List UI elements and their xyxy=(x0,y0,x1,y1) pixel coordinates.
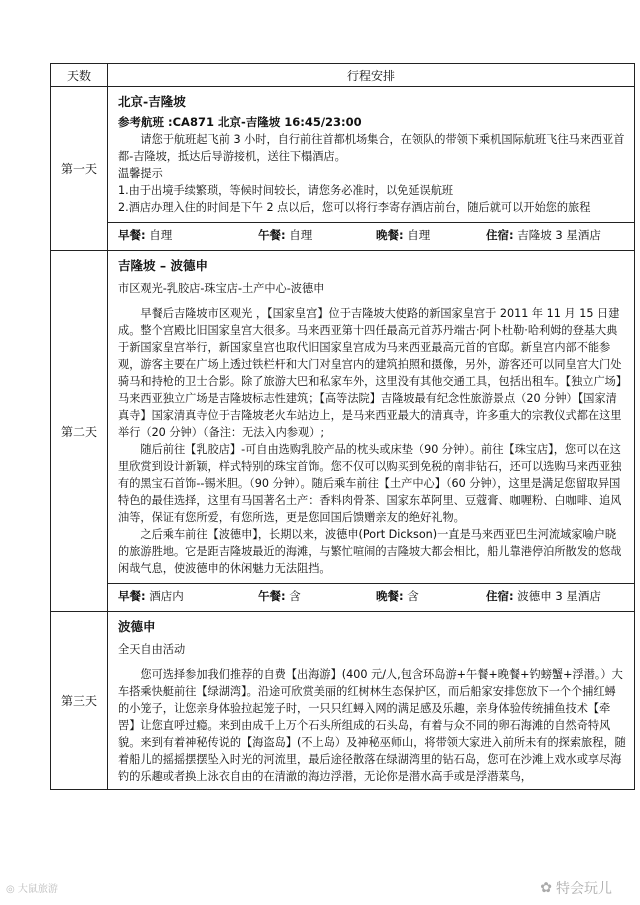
day-title: 波德申 xyxy=(118,619,156,634)
day-route: 全天自由活动 xyxy=(118,643,186,656)
hotel-label: 住宿: xyxy=(486,228,514,242)
header-day: 天数 xyxy=(51,64,108,87)
day-content xyxy=(108,612,635,790)
day-paragraph: 请您于航班起飞前 3 小时，自行前往首都机场集合，在领队的带领下乘机国际航班飞往马来西亚首都-吉隆坡，抵达后导游接机，送往下榻酒店。 xyxy=(118,133,625,163)
lunch-value: 自理 xyxy=(289,228,313,242)
breakfast-label: 早餐: xyxy=(118,228,146,242)
tip-item: 1.由于出境手续繁琐，等候时间较长，请您务必准时，以免延误航班 xyxy=(118,184,454,197)
day-title: 吉隆坡 – 波德申 xyxy=(118,258,208,273)
day-content xyxy=(108,251,635,612)
hotel-label: 住宿: xyxy=(486,589,514,603)
day-label: 第二天 xyxy=(51,251,108,612)
lunch-label: 午餐: xyxy=(258,589,286,603)
hotel-value: 吉隆坡 3 星酒店 xyxy=(517,228,601,242)
wechat-icon: ✿ xyxy=(540,880,552,896)
breakfast-value: 自理 xyxy=(149,228,173,242)
dinner-label: 晚餐: xyxy=(376,228,404,242)
day-paragraph: 之后乘车前往【波德申】，长期以来，波德申(Port Dickson)一直是马来西亚巴生河流域家喻户晓的旅游胜地。它是距吉隆坡最近的海滩，与繁忙喧闹的吉隆坡大都会相比，船儿靠港停泊所散发的悠哉闲哉气息，使波德申的休闲魅力无法阻挡。 xyxy=(118,528,622,575)
meals-row xyxy=(108,222,634,246)
day-paragraph: 早餐后吉隆坡市区观光 ，【国家皇宫】位于吉隆坡大使路的新国家皇宫于 2011 年 11 月 15 日建成。整个宫殿比旧国家皇宫大很多。马来西亚第十四任最高元首苏丹端古·阿卜杜勒·哈利姆的登基大典于新国家皇宫举行，新国家皇宫也取代旧国家皇宫成为马来西亚最高元首的官邸。新皇宫内部不能参观，游客主要在广场上透过铁栏杆和大门对皇宫内的建筑拍照和摄像，另外，游客还可以同皇宫大门处骑马和持枪的卫士合影。除了旅游大巴和私家车外，这里没有其他交通工具，包括出租车。【独立广场】马来西亚独立广场是吉隆坡标志性建筑；【高等法院】吉隆坡最有纪念性旅游景点（20 分钟）【国家清真寺】国家清真寺位于吉隆坡老火车站边上，是马来西亚最大的清真寺，许多重大的宗教仪式都在这里举行（20 分钟）（备注：无法入内参观）; xyxy=(118,307,622,439)
flight-info: 参考航班 :CA871 北京-吉隆坡 16:45/23:00 xyxy=(118,115,362,129)
meals-row xyxy=(108,583,634,607)
table-row xyxy=(51,251,635,612)
table-row xyxy=(51,87,635,251)
table-row xyxy=(51,612,635,790)
dinner-value: 含 xyxy=(407,589,419,603)
header-plan: 行程安排 xyxy=(108,64,635,87)
itinerary-table xyxy=(50,63,635,790)
tips-title: 温馨提示 xyxy=(118,167,163,180)
day-route: 市区观光-乳胶店-珠宝店-土产中心-波德申 xyxy=(118,282,325,295)
breakfast-value: 酒店内 xyxy=(149,589,184,603)
day-title: 北京-吉隆坡 xyxy=(118,94,186,109)
table-header-row xyxy=(51,64,635,87)
weibo-icon: ◎ xyxy=(6,884,15,895)
dinner-label: 晚餐: xyxy=(376,589,404,603)
day-content xyxy=(108,87,635,251)
lunch-label: 午餐: xyxy=(258,228,286,242)
dinner-value: 自理 xyxy=(407,228,431,242)
day-label: 第三天 xyxy=(51,612,108,790)
hotel-value: 波德申 3 星酒店 xyxy=(517,589,601,603)
watermark-right: ✿ 特会玩儿 xyxy=(540,880,612,897)
day-paragraph: 您可选择参加我们推荐的自费【出海游】(400 元/人,包含环岛游+午餐+晚餐+钓螃蟹+浮潜。）大车搭乘快艇前往【绿湖湾】。沿途可欣赏美丽的红树林生态保护区，而后船家安排您放下一个个捕红蟳的小笼子，让您亲身体验拉起笼子时，一只只红蟳入网的满足感及乐趣，亲身体验传统捕鱼技术【牵罟】让您直呼过瘾。来到由成千上万个石头所组成的石头岛，有着与众不同的卵石海滩的自然奇特风貌。来到有着神秘传说的【海盗岛】(不上岛）及神秘巫师山，将带领大家进入前所未有的探索旅程，随着船儿的摇摇摆摆坠入时光的河流里，最后途径散落在绿湖湾里的钻石岛，您可在沙滩上戏水或享尽海钓的乐趣或者换上泳衣自由的在清澈的海边浮潜，无论你是潜水高手或是浮潜菜鸟， xyxy=(118,668,626,783)
day-label: 第一天 xyxy=(51,87,108,251)
day-paragraph: 随后前往【乳胶店】-可自由选购乳胶产品的枕头或床垫（90 分钟）。前往【珠宝店】，您可以在这里欣赏到设计新颖，样式特别的珠宝首饰。您不仅可以购买到免税的南非钻石，还可以选购马来西亚独有的黑宝石首饰--锡米胆。（90 分钟）。随后乘车前往【土产中心】（60 分钟），这里是满足您留取异国特色的最佳选择，这里有马国著名土产：香料肉骨茶、国家东革阿里、豆蔻膏、咖喱粉、白咖啡、追风油等，保证有您所爱，有您所选，更是您回国后馈赠亲友的绝好礼物。 xyxy=(118,443,622,524)
lunch-value: 含 xyxy=(289,589,301,603)
breakfast-label: 早餐: xyxy=(118,589,146,603)
tip-item: 2.酒店办理入住的时间是下午 2 点以后，您可以将行李寄存酒店前台，随后就可以开始您的旅程 xyxy=(118,201,591,214)
watermark-left: ◎ 大鼠旅游 xyxy=(6,884,58,895)
